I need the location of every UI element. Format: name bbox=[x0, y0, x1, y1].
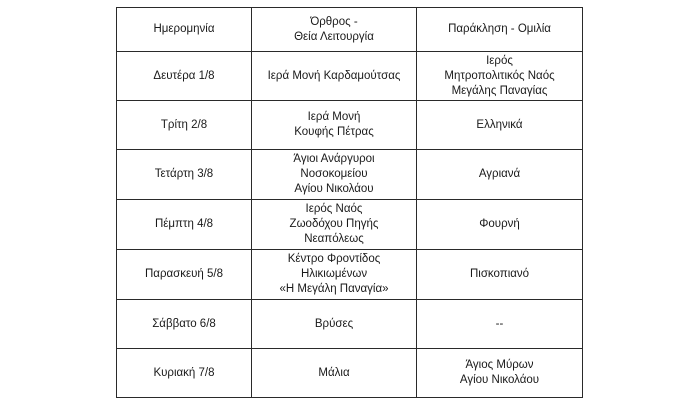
table-row bbox=[117, 349, 583, 398]
talk-line: Ελληνικά bbox=[476, 118, 523, 131]
date-text: Δευτέρα 1/8 bbox=[153, 69, 215, 82]
service-line: Βρύσες bbox=[314, 317, 354, 330]
cell-date bbox=[117, 349, 252, 398]
service-line: Ζωοδόχου Πηγής bbox=[289, 218, 379, 230]
talk-line: Μητροπολιτικός Ναός bbox=[444, 69, 555, 82]
header-talk-label: Παράκληση - Ομιλία bbox=[448, 23, 551, 35]
talk-line: Μεγάλης Παναγίας bbox=[451, 84, 548, 97]
service-line: Ιερά Μονή bbox=[307, 111, 361, 123]
service-line: Μάλια bbox=[318, 366, 350, 379]
cell-service bbox=[252, 250, 417, 300]
table-row bbox=[117, 200, 583, 250]
cell-talk bbox=[417, 250, 583, 300]
cell-date bbox=[117, 150, 252, 200]
cell-talk bbox=[417, 52, 583, 101]
header-service-line: Θεία Λειτουργία bbox=[294, 30, 374, 43]
service-line: Ιερός Ναός bbox=[305, 203, 363, 215]
table-row bbox=[117, 52, 583, 101]
cell-service bbox=[252, 349, 417, 398]
date-text: Τετάρτη 3/8 bbox=[154, 168, 214, 180]
header-service bbox=[252, 8, 417, 52]
talk-line: Αγίου Νικολάου bbox=[459, 374, 540, 386]
table-row bbox=[117, 150, 583, 200]
cell-date bbox=[117, 101, 252, 150]
cell-date bbox=[117, 250, 252, 300]
cell-service bbox=[252, 52, 417, 101]
cell-service bbox=[252, 150, 417, 200]
date-text: Παρασκευή 5/8 bbox=[145, 268, 223, 280]
table-row bbox=[117, 300, 583, 349]
cell-date bbox=[117, 300, 252, 349]
cell-talk bbox=[417, 349, 583, 398]
cell-talk bbox=[417, 150, 583, 200]
schedule-table bbox=[116, 7, 583, 398]
service-line: Ιερά Μονή Καρδαμούτσας bbox=[267, 69, 401, 82]
table-row bbox=[117, 250, 583, 300]
cell-talk bbox=[417, 101, 583, 150]
service-line: Νοσοκομείου bbox=[300, 168, 368, 180]
cell-talk bbox=[417, 300, 583, 349]
table-header-row bbox=[117, 8, 583, 52]
service-line: Νεαπόλεως bbox=[304, 233, 364, 245]
cell-date bbox=[117, 200, 252, 250]
header-date bbox=[117, 8, 252, 52]
talk-line: Πισκοπιανό bbox=[469, 268, 530, 280]
talk-line: Αγριανά bbox=[478, 168, 521, 180]
service-line: Ηλικιωμένων bbox=[300, 268, 368, 280]
talk-line: Άγιος Μύρων bbox=[465, 359, 534, 371]
talk-line: -- bbox=[495, 317, 504, 330]
cell-service bbox=[252, 200, 417, 250]
talk-line: Ιερός bbox=[486, 54, 513, 67]
cell-talk bbox=[417, 200, 583, 250]
header-date-label: Ημερομηνία bbox=[153, 23, 215, 35]
cell-date bbox=[117, 52, 252, 101]
date-text: Σάββατο 6/8 bbox=[152, 317, 216, 330]
cell-service bbox=[252, 101, 417, 150]
date-text: Πέμπτη 4/8 bbox=[154, 218, 214, 230]
table-row bbox=[117, 101, 583, 150]
header-service-line: Όρθρος - bbox=[310, 15, 358, 28]
service-line: Κέντρο Φροντίδος bbox=[287, 253, 381, 265]
talk-line: Φουρνή bbox=[479, 218, 520, 230]
date-text: Τρίτη 2/8 bbox=[160, 118, 208, 131]
service-line: Άγιοι Ανάργυροι bbox=[293, 153, 375, 165]
cell-service bbox=[252, 300, 417, 349]
header-talk bbox=[417, 8, 583, 52]
service-line: Αγίου Νικολάου bbox=[294, 183, 374, 195]
service-line: Κουφής Πέτρας bbox=[294, 126, 374, 138]
service-line: «Η Μεγάλη Παναγία» bbox=[279, 283, 389, 295]
date-text: Κυριακή 7/8 bbox=[153, 366, 215, 379]
